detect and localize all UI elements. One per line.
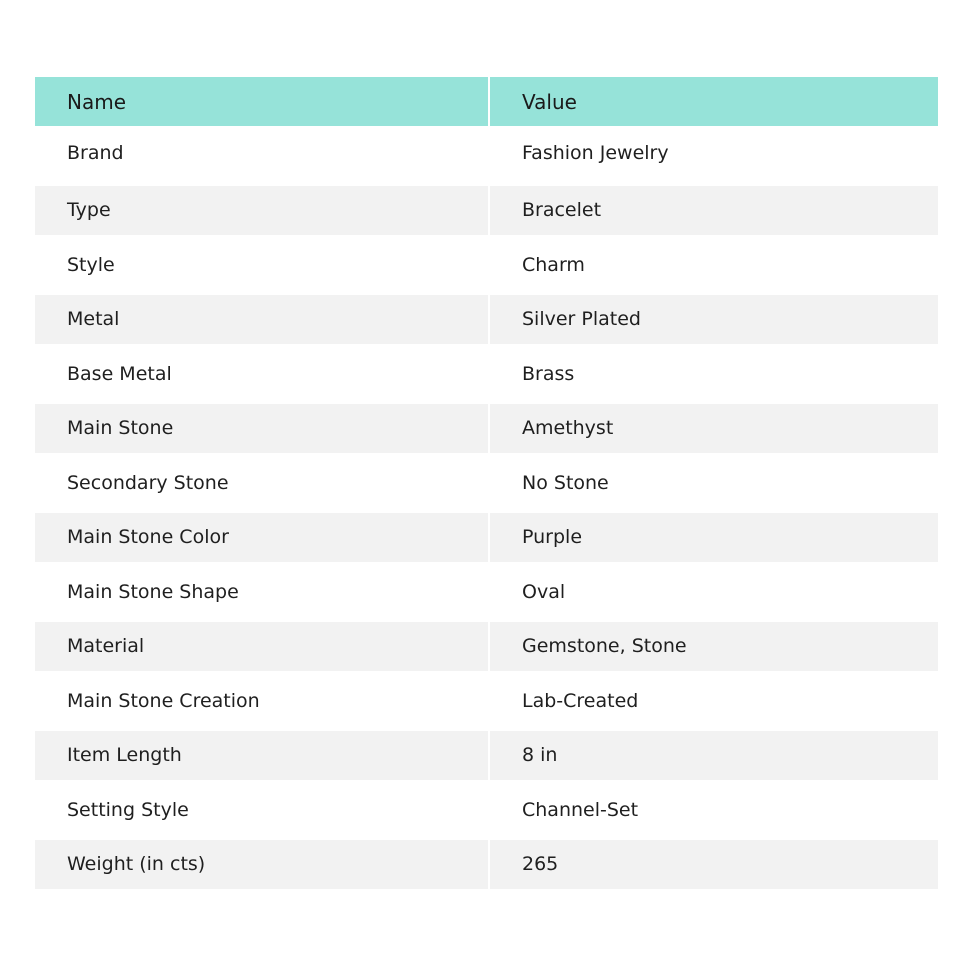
table-row (35, 835, 938, 890)
row-value-cell: Oval (490, 562, 938, 617)
table-row (35, 617, 938, 672)
header-row (35, 77, 938, 126)
row-name-cell: Style (35, 235, 490, 290)
column-header-name: Name (35, 77, 490, 126)
row-name-cell: Main Stone Shape (35, 562, 490, 617)
table-row (35, 453, 938, 508)
row-name-cell: Main Stone (35, 399, 490, 454)
table-row (35, 780, 938, 835)
row-name-cell: Secondary Stone (35, 453, 490, 508)
row-value-cell: Amethyst (490, 399, 938, 454)
row-value-cell: Gemstone, Stone (490, 617, 938, 672)
row-value-cell: Lab-Created (490, 671, 938, 726)
row-value-cell: Bracelet (490, 181, 938, 236)
table-row (35, 235, 938, 290)
row-name-cell: Material (35, 617, 490, 672)
row-value-cell: Silver Plated (490, 290, 938, 345)
row-name-cell: Setting Style (35, 780, 490, 835)
table-row (35, 726, 938, 781)
row-value-cell: Purple (490, 508, 938, 563)
row-name-cell: Main Stone Color (35, 508, 490, 563)
row-name-cell: Item Length (35, 726, 490, 781)
table-body (35, 126, 938, 889)
row-value-cell: No Stone (490, 453, 938, 508)
row-name-cell: Metal (35, 290, 490, 345)
row-value-cell: 8 in (490, 726, 938, 781)
row-value-cell: Fashion Jewelry (490, 126, 938, 181)
table-row (35, 290, 938, 345)
row-value-cell: Brass (490, 344, 938, 399)
table-row (35, 508, 938, 563)
table-row (35, 344, 938, 399)
row-name-cell: Weight (in cts) (35, 835, 490, 890)
table-row (35, 671, 938, 726)
row-name-cell: Main Stone Creation (35, 671, 490, 726)
row-name-cell: Brand (35, 126, 490, 181)
row-name-cell: Type (35, 181, 490, 236)
row-value-cell: Channel-Set (490, 780, 938, 835)
column-header-value: Value (490, 77, 938, 126)
spec-table (35, 77, 938, 889)
row-value-cell: 265 (490, 835, 938, 890)
row-name-cell: Base Metal (35, 344, 490, 399)
table-row (35, 126, 938, 181)
table-row (35, 181, 938, 236)
table-row (35, 399, 938, 454)
row-value-cell: Charm (490, 235, 938, 290)
table-row (35, 562, 938, 617)
table-header (35, 77, 938, 126)
